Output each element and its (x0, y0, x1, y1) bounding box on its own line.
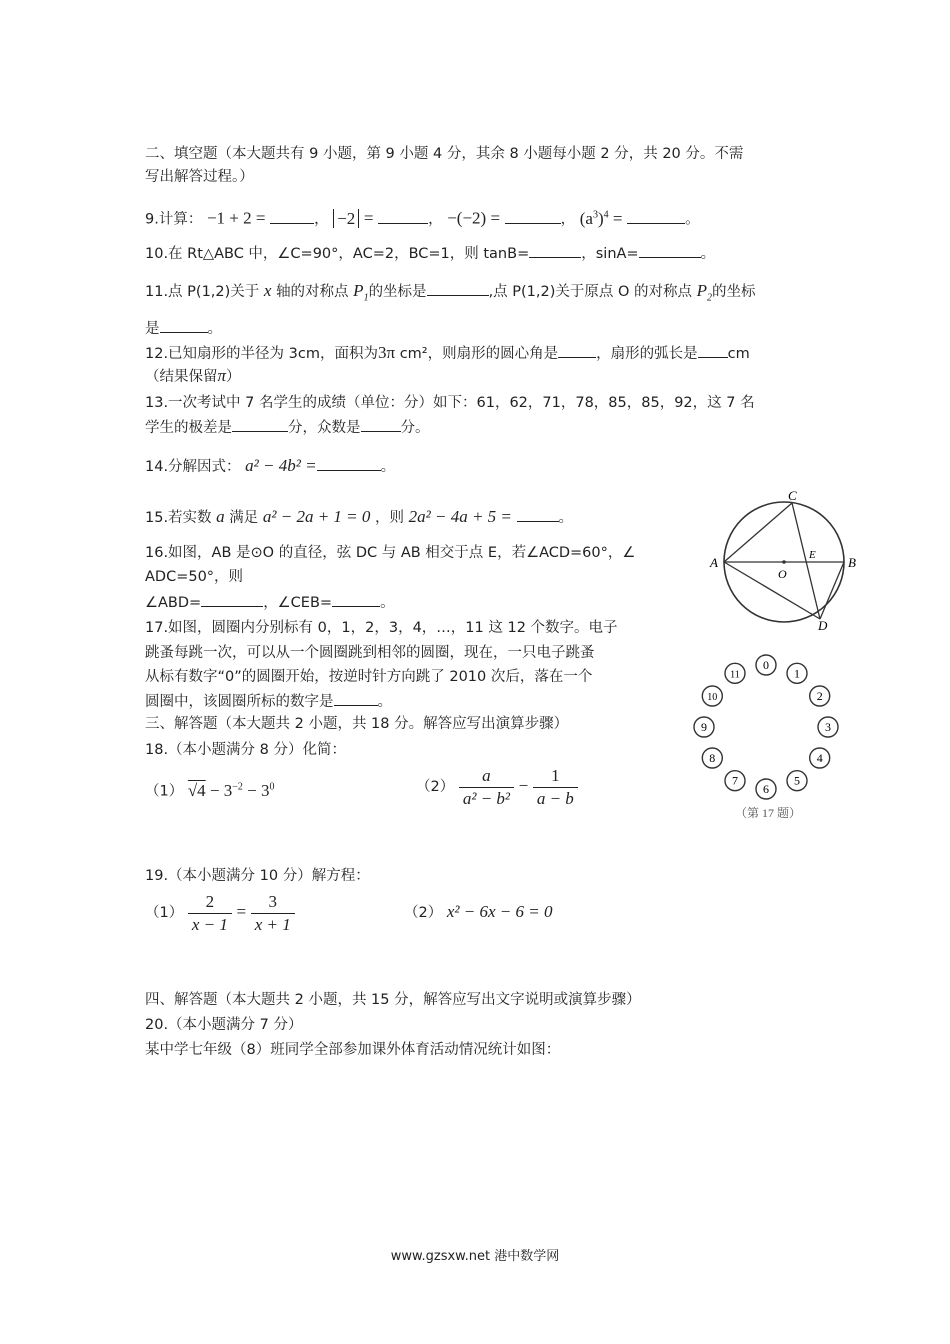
question-12-line2 (145, 366, 241, 387)
q10-mid: ，sinA= (581, 246, 639, 262)
question-17-line2: 跳蚤每跳一次，可以从一个圆圈跳到相邻的圆圈，现在，一只电子跳蚤 (145, 645, 595, 661)
question-19-part1 (145, 890, 295, 936)
q14-text: 14.分解因式： (145, 459, 241, 475)
q18-p1-expr: $√4 - 3^{-2} - 3^0$ (187, 780, 275, 800)
q9-blank2 (378, 209, 428, 224)
chord-bd (820, 562, 844, 619)
q12-line2-pi: π (217, 366, 227, 385)
q18-p1-label: （1） (145, 783, 184, 800)
section3-heading: 三、解答题（本大题共 2 小题，共 18 分。解答应写出演算步骤） (145, 716, 569, 732)
question-13-line1: 13.一次考试中 7 名学生的成绩（单位：分）如下：61，62，71，78，85，85，92，这 7 名 (145, 395, 755, 411)
q17-end: 。 (377, 694, 392, 710)
section2-heading-line1: 二、填空题（本大题共有 9 小题，第 9 小题 4 分，其余 8 小题每小题 2 分，共 20 分。不需 (145, 146, 744, 162)
q14-blank (317, 456, 381, 471)
chord-ad (724, 562, 820, 619)
question-16-line2: ADC=50°，则 (145, 569, 244, 585)
ring-number: 2 (816, 689, 823, 703)
ring-number: 11 (730, 669, 740, 681)
q12-text-a: 12.已知扇形的半径为 3cm，面积为 (145, 346, 378, 362)
chord-ac (724, 503, 792, 562)
q12-text-c: ，扇形的弧长是 (596, 346, 698, 362)
q15-blank (517, 507, 559, 522)
q19-p2-label: （2） (404, 905, 443, 921)
q18-fraction2: $\frac{1}{a - b}$ (533, 765, 578, 810)
q14-expr: a² − 4b² = (245, 456, 317, 475)
q15-text-c: ，则 (375, 510, 405, 526)
q19-p1-label: （1） (145, 905, 184, 921)
center-point (782, 560, 786, 564)
question-9 (145, 205, 700, 230)
q16-text-a: ∠ABD= (145, 595, 202, 611)
q15-expr: 2a² − 4a + 5 = (408, 507, 512, 526)
ring-number: 5 (794, 773, 800, 788)
question-15 (145, 507, 573, 528)
q19-fraction2: $\frac{3}{x + 1}$ (251, 891, 295, 936)
question-17-line1: 17.如图，圆圈内分别标有 0，1，2，3，4，…，11 这 12 个数字。电子 (145, 620, 618, 636)
q12-blank1 (558, 343, 596, 358)
q19-p2-expr: x² − 6x − 6 = 0 (446, 902, 553, 921)
q18-minus: − (518, 776, 529, 795)
question-14 (145, 456, 395, 477)
section4-heading: 四、解答题（本大题共 2 小题，共 15 分，解答应写出文字说明或演算步骤） (145, 992, 641, 1008)
question-19-title: 19.（本小题满分 10 分）解方程： (145, 868, 370, 884)
q11-p2: $P_2$ (696, 281, 713, 304)
question-16-line1: 16.如图，AB 是⊙O 的直径，弦 DC 与 AB 相交于点 E，若∠ACD=60°，∠ (145, 545, 636, 561)
q17-text: 圆圈中，该圆圈所标的数字是 (145, 694, 334, 710)
question-13-line2 (145, 417, 430, 438)
chord-cd (792, 503, 820, 619)
question-10 (145, 243, 715, 264)
question-18-title: 18.（本小题满分 8 分）化简： (145, 742, 347, 758)
question-19-part2 (404, 902, 552, 923)
q9-expr2: = (363, 208, 374, 228)
q11-text-a: 11.点 P(1,2)关于 (145, 284, 260, 300)
label-o: O (778, 567, 787, 581)
q12-text-d: cm (727, 346, 750, 362)
ring-number: 8 (709, 751, 716, 765)
label-e: E (809, 549, 816, 561)
q13-blank1 (232, 417, 288, 432)
q12-3pi: 3π (378, 343, 396, 362)
question-11 (145, 281, 756, 308)
label-b: B (848, 555, 856, 570)
q18-fraction1: $\frac{a}{\text{a² − b²}}$ (459, 765, 514, 810)
q9-blank3 (505, 209, 561, 224)
label-a: A (710, 555, 718, 570)
q11-end: 。 (207, 321, 222, 337)
q9-end: 。 (685, 211, 700, 228)
q13-text-c: 分。 (400, 420, 430, 436)
q12-line2-a: （结果保留 (145, 369, 218, 385)
label-c: C (788, 490, 797, 503)
q9-prefix: 9.计算： (145, 211, 203, 228)
question-20-text: 某中学七年级（8）班同学全部参加课外体育活动情况统计如图： (145, 1042, 561, 1058)
q11-text-e: 的坐标 (712, 284, 756, 300)
q15-var: a (216, 507, 225, 526)
q9-abs-value: −2 (333, 209, 359, 228)
ring-number: 4 (816, 751, 823, 765)
q11-blank2 (160, 318, 208, 333)
q15-condition: a² − 2a + 1 = 0 (262, 507, 371, 526)
q16-circle-figure (704, 490, 864, 630)
ring-number: 0 (763, 658, 769, 672)
q14-end: 。 (380, 459, 396, 475)
q11-line2-text: 是 (145, 321, 160, 337)
section2-heading-line2: 写出解答过程。） (145, 169, 254, 185)
q9-expr1: −1 + 2 = (206, 208, 266, 228)
ring-number: 3 (825, 720, 831, 734)
q11-blank1 (427, 281, 489, 296)
question-17-line3: 从标有数字“0”的圆圈开始，按逆时针方向跳了 2010 次后，落在一个 (145, 669, 593, 685)
q9-sep: ， (428, 211, 443, 228)
question-20-title: 20.（本小题满分 7 分） (145, 1017, 303, 1033)
q18-p2-label: （2） (416, 779, 455, 795)
q10-end: 。 (700, 246, 716, 262)
q12-line2-b: ） (226, 369, 241, 385)
label-d: D (818, 618, 828, 630)
question-18-part1 (145, 777, 275, 802)
q10-blank1 (529, 243, 581, 258)
q16-blank2 (332, 592, 380, 607)
q15-text-b: 满足 (229, 510, 259, 526)
ring-number: 7 (732, 773, 738, 788)
q9-sep: ， (314, 211, 329, 228)
question-18-part2 (416, 764, 578, 810)
q17-blank (334, 691, 378, 706)
ring-number: 1 (794, 666, 800, 681)
page-footer: www.gzsxw.net 港中数学网 (390, 1249, 560, 1264)
q16-text-b: ，∠CEB= (263, 595, 333, 611)
q9-blank1 (270, 209, 314, 224)
q17-ring-figure (688, 645, 848, 825)
q17-fig-caption: （第 17 题） (734, 806, 802, 820)
q16-blank1 (201, 592, 263, 607)
q15-end: 。 (558, 510, 573, 526)
q13-text-a: 学生的极差是 (145, 420, 232, 436)
q12-text-b: cm²，则扇形的圆心角是 (395, 346, 559, 362)
question-12 (145, 343, 750, 364)
ring-number: 6 (763, 782, 769, 796)
q16-end: 。 (380, 595, 395, 611)
q19-fraction1: $\frac{2}{x - 1}$ (188, 891, 232, 936)
q11-var-x: x (263, 281, 272, 300)
q10-blank2 (639, 243, 701, 258)
ring-number: 10 (707, 692, 718, 703)
q9-sep: ， (560, 211, 576, 228)
q10-text: 10.在 Rt△ABC 中，∠C=90°，AC=2，BC=1，则 tanB= (145, 246, 530, 262)
question-11-line2 (145, 318, 222, 339)
q13-blank2 (361, 417, 401, 432)
q9-blank4 (627, 209, 685, 224)
q12-blank2 (698, 343, 728, 358)
q11-text-d: ,点 P(1,2)关于原点 O 的对称点 (488, 284, 693, 300)
q15-text-a: 15.若实数 (145, 510, 212, 526)
q13-text-b: 分，众数是 (288, 420, 361, 436)
q11-text-c: 的坐标是 (368, 284, 427, 300)
q19-equals: = (236, 902, 247, 921)
q9-expr3: −(−2) = (447, 208, 501, 228)
q9-expr4: $(a^3)^4$ = (579, 208, 623, 228)
q11-p1: $P_1$ (353, 281, 369, 304)
question-16-line3 (145, 592, 395, 613)
question-17-line4 (145, 691, 392, 712)
ring-number: 9 (701, 720, 707, 734)
q11-text-b: 轴的对称点 (276, 284, 349, 300)
